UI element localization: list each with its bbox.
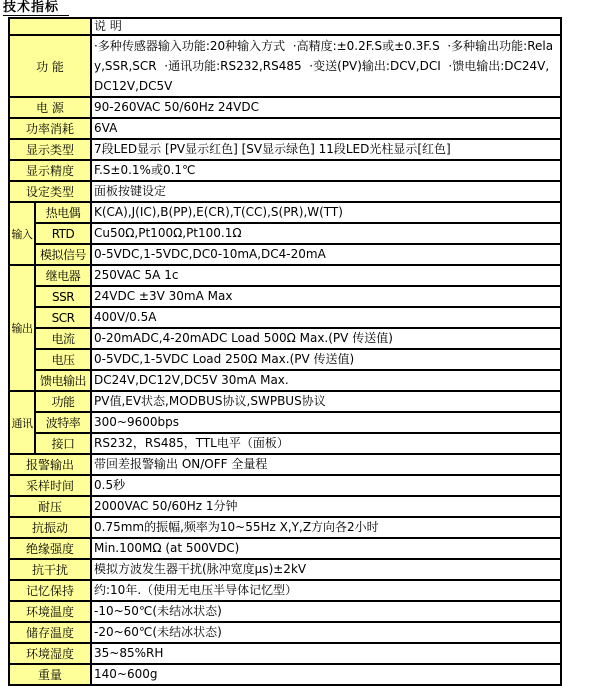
row-value: 24VDC ±3V 30mA Max (91, 286, 561, 307)
row-value: 140~600g (91, 664, 561, 685)
table-row (9, 307, 561, 328)
table-row (9, 664, 561, 685)
table-row (9, 18, 561, 35)
table-row (9, 391, 561, 412)
row-value: 0.5秒 (91, 475, 561, 496)
table-row (9, 454, 561, 475)
row-value: 400V/0.5A (91, 307, 561, 328)
row-value: -20~60℃(未结冰状态) (91, 622, 561, 643)
row-value: 约:10年.（使用无电压半导体记忆型） (91, 580, 561, 601)
row-value: Min.100MΩ (at 500VDC) (91, 538, 561, 559)
row-label: 显示类型 (9, 139, 91, 160)
table-row (9, 97, 561, 118)
row-value: 300~9600bps (91, 412, 561, 433)
table-row (9, 223, 561, 244)
table-row (9, 559, 561, 580)
spec-table-body (9, 18, 561, 685)
row-value: 面板按键设定 (91, 181, 561, 202)
row-sublabel: SSR (35, 286, 91, 307)
table-row (9, 475, 561, 496)
row-label: 功率消耗 (9, 118, 91, 139)
row-value: 7段LED显示 [PV显示红色] [SV显示绿色] 11段LED光柱显示[红色] (91, 139, 561, 160)
row-value: 0.75mm的振幅,频率为10~55Hz X,Y,Z方向各2小时 (91, 517, 561, 538)
row-label: 功 能 (9, 35, 91, 97)
row-sublabel: 馈电输出 (35, 370, 91, 391)
row-value: 2000VAC 50/60Hz 1分钟 (91, 496, 561, 517)
row-sublabel: SCR (35, 307, 91, 328)
table-row (9, 202, 561, 223)
table-row (9, 244, 561, 265)
row-label: 环境湿度 (9, 643, 91, 664)
table-row (9, 580, 561, 601)
row-sublabel: 功能 (35, 391, 91, 412)
row-label: 显示精度 (9, 160, 91, 181)
spec-table (8, 17, 562, 686)
row-value: Cu50Ω,Pt100Ω,Pt100.1Ω (91, 223, 561, 244)
row-label: 绝缘强度 (9, 538, 91, 559)
row-value: 6VA (91, 118, 561, 139)
row-value: ·多种传感器输入功能:20种输入方式 ·高精度:±0.2F.S或±0.3F.S ·多种输出功能:Relay,SSR,SCR ·通讯功能:RS232,RS485 ·变送(PV)输出:DCV,DCI ·馈电输出:DC24V,DC12V,DC5V (91, 35, 561, 97)
row-sublabel: 电流 (35, 328, 91, 349)
row-label: 耐压 (9, 496, 91, 517)
table-row (9, 538, 561, 559)
row-label: 储存温度 (9, 622, 91, 643)
row-sublabel: 模拟信号 (35, 244, 91, 265)
row-label: 电 源 (9, 97, 91, 118)
table-row (9, 412, 561, 433)
row-value: K(CA),J(IC),B(PP),E(CR),T(CC),S(PR),W(TT) (91, 202, 561, 223)
row-value: -10~50℃(未结冰状态) (91, 601, 561, 622)
row-label: 设定类型 (9, 181, 91, 202)
table-row (9, 328, 561, 349)
row-sublabel: RTD (35, 223, 91, 244)
table-row (9, 286, 561, 307)
row-value: RS232，RS485，TTL电平（面板） (91, 433, 561, 454)
table-row (9, 265, 561, 286)
row-label: 记忆保持 (9, 580, 91, 601)
group-label: 输出 (9, 265, 35, 391)
row-label: 重量 (9, 664, 91, 685)
row-value: 带回差报警输出 ON/OFF 全量程 (91, 454, 561, 475)
row-value: 0-20mADC,4-20mADC Load 500Ω Max.(PV 传送值) (91, 328, 561, 349)
row-sublabel: 热电偶 (35, 202, 91, 223)
row-value: 35~85%RH (91, 643, 561, 664)
row-value: DC24V,DC12V,DC5V 30mA Max. (91, 370, 561, 391)
row-label (9, 18, 91, 35)
table-row (9, 601, 561, 622)
row-sublabel: 波特率 (35, 412, 91, 433)
table-row (9, 496, 561, 517)
row-value: 250VAC 5A 1c (91, 265, 561, 286)
row-label: 采样时间 (9, 475, 91, 496)
table-row (9, 139, 561, 160)
table-row (9, 643, 561, 664)
row-label: 抗干扰 (9, 559, 91, 580)
table-row (9, 35, 561, 97)
table-row (9, 160, 561, 181)
row-sublabel: 电压 (35, 349, 91, 370)
table-row (9, 181, 561, 202)
row-value: 90-260VAC 50/60Hz 24VDC (91, 97, 561, 118)
row-sublabel: 接口 (35, 433, 91, 454)
row-label: 报警输出 (9, 454, 91, 475)
row-sublabel: 继电器 (35, 265, 91, 286)
row-label: 环境温度 (9, 601, 91, 622)
row-label: 抗振动 (9, 517, 91, 538)
row-value: F.S±0.1%或0.1℃ (91, 160, 561, 181)
group-label: 通讯 (9, 391, 35, 454)
table-row (9, 349, 561, 370)
table-row (9, 370, 561, 391)
table-row (9, 622, 561, 643)
table-row (9, 433, 561, 454)
group-label: 输入 (9, 202, 35, 265)
row-value: 0-5VDC,1-5VDC Load 250Ω Max.(PV 传送值) (91, 349, 561, 370)
page-title: 技术指标 (3, 1, 69, 16)
table-row (9, 517, 561, 538)
table-row (9, 118, 561, 139)
row-value: PV值,EV状态,MODBUS协议,SWPBUS协议 (91, 391, 561, 412)
row-value: 0-5VDC,1-5VDC,DC0-10mA,DC4-20mA (91, 244, 561, 265)
row-value: 说 明 (91, 18, 561, 35)
row-value: 模拟方波发生器干扰(脉冲宽度μs)±2kV (91, 559, 561, 580)
